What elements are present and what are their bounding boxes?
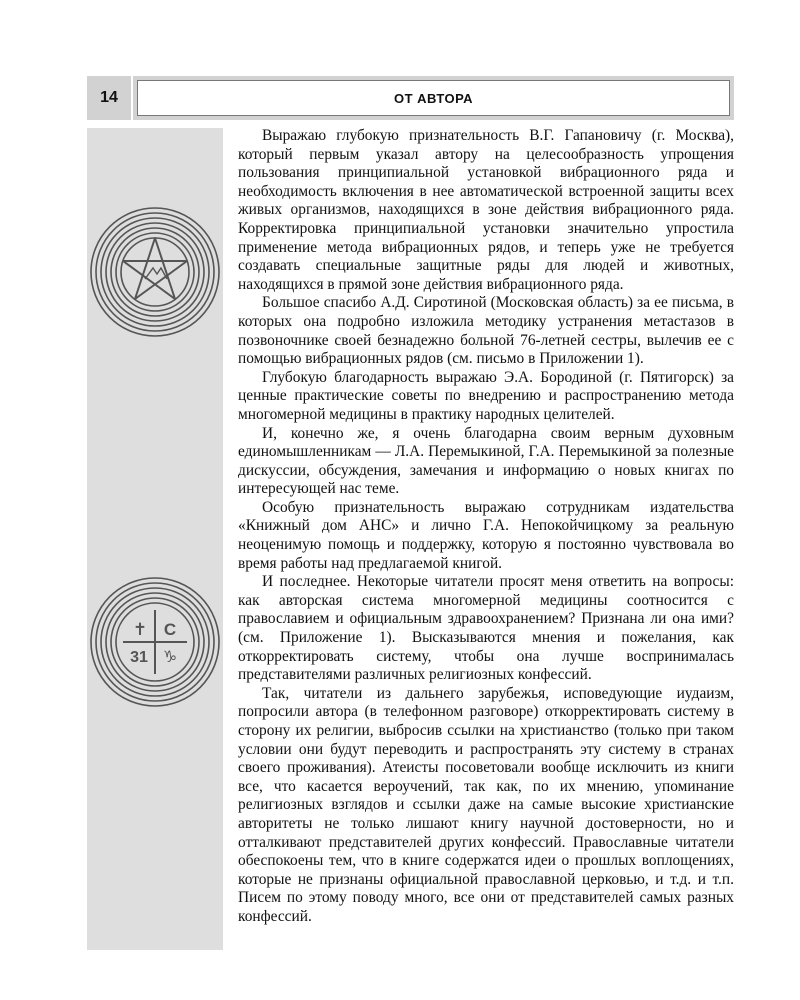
running-title-box: [133, 76, 734, 120]
pentagram-emblem-icon: [87, 204, 223, 340]
paragraph: Большое спасибо А.Д. Сиротиной (Московская область) за ее письма, в которых она подробно изложила методику устранения метастазов в позвоночнике своей безнадежно больной 76-летней сестры, вылечив ее с помощью вибрационных рядов (см. письмо в Приложении 1).: [238, 294, 734, 368]
main-text: [238, 127, 734, 927]
paragraph: Глубокую благодарность выражаю Э.А. Бородиной (г. Пятигорск) за ценные практические советы по внедрению и распространению метода многомерной медицины в практику народных целителей.: [238, 368, 734, 423]
christian-symbols-emblem-icon: [87, 574, 223, 710]
paragraph: Выражаю глубокую признательность В.Г. Гапановичу (г. Москва), который первым указал автору на целесообразность упрощения пользования принципиальной установкой вибрационного ряда и необходимость включения в нее автоматической встроенной защиты всех живых организмов, находящихся в зоне действия вибрационного ряда. Корректировка принципиальной установки значительно упростила применение метода вибрационных рядов, и теперь уже не требуется создавать специальные защитные ряды для людей и животных, находящихся в прямой зоне действия вибрационного ряда.: [238, 127, 734, 293]
paragraph: И последнее. Некоторые читатели просят меня ответить на вопросы: как авторская система многомерной медицины соотносится с православием и официальным здравоохранением? Признана ли она ими? (см. Приложение 1). Высказываются мнения и пожелания, как откорректировать систему, чтобы она лучше воспринималась представителями различных религиозных конфессий.: [238, 573, 734, 684]
page-header: [87, 76, 734, 120]
left-margin-panel: [87, 128, 223, 950]
paragraph: Так, читатели из дальнего зарубежья, исповедующие иудаизм, попросили автора (в телефонном разговоре) откорректировать систему в сторону их религии, выбросив ссылки на христианство (только при таком условии они будут переводить и распространять эту систему в странах своего проживания). Атеисты посоветовали вообще исключить из книги все, что касается вероучений, так как, по их мнению, упоминание религиозных взглядов и ссылки даже на самые высокие христианские авторитеты не только лишают книгу научной достоверности, но и отталкивают представителей других конфессий. Православные читатели обеспокоены тем, что в книге содержатся идеи о прошлых воплощениях, которые не признаны официальной православной церковью, и т.д. и т.п. Писем по этому поводу много, все они от представителей самых разных конфессий.: [238, 684, 734, 925]
number-31-symbol: 31: [130, 649, 148, 666]
paragraph: Особую признательность выражаю сотрудникам издательства «Книжный дом АНС» и лично Г.А. Непокойчицкому за реальную неоценимую помощь и поддержку, которую я постоянно чувствовала во время работы над предлагаемой книгой.: [238, 498, 734, 572]
running-title: ОТ АВТОРА: [137, 80, 730, 116]
letter-c-symbol: С: [163, 620, 177, 639]
page-number: 14: [87, 76, 131, 120]
paragraph: И, конечно же, я очень благодарна своим верным духовным единомышленникам — Л.А. Перемыкиной, Г.А. Перемыкиной за полезные дискуссии, обсуждения, замечания и информацию о новых книгах по интересующей нас теме.: [238, 424, 734, 498]
capricorn-symbol: ♑: [162, 649, 178, 666]
cross-symbol: ✝: [132, 620, 148, 639]
